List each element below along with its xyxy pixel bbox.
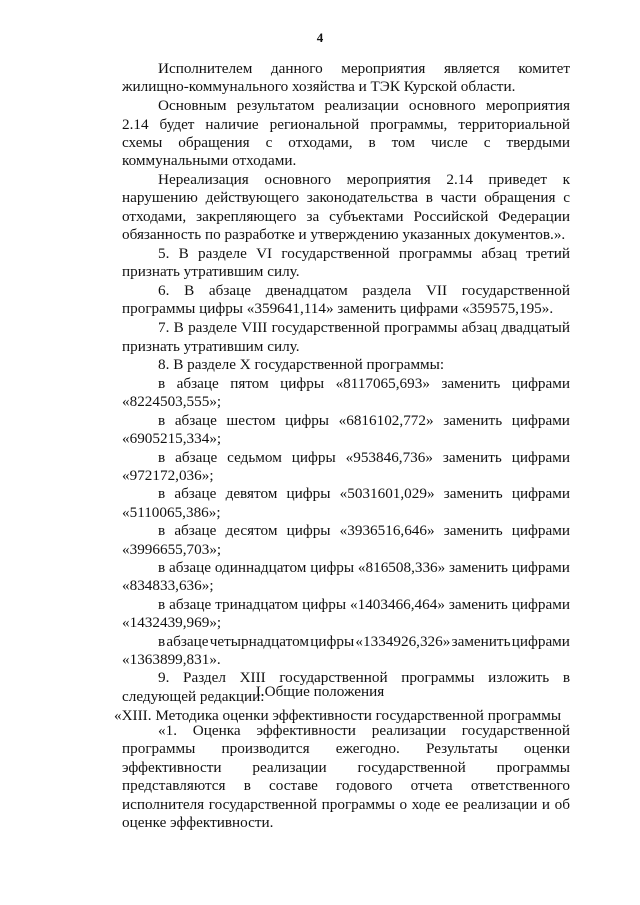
section-title: I.Общие положения [255, 683, 385, 700]
amendment-word: цифры [285, 411, 329, 429]
amendment-word: цифры [280, 374, 325, 392]
amendment-item [122, 633, 570, 670]
amendment-word: в [158, 595, 166, 613]
amendment-word: цифры [291, 448, 336, 466]
amendment-first-line [158, 412, 570, 430]
amendment-word: седьмом [227, 448, 282, 466]
amendment-word: абзаце [175, 448, 218, 466]
paragraph-item-7: 7. В разделе VIII государственной программы абзац двадцатый признать утратившим силу. [122, 319, 570, 355]
amendment-word: «6816102,772» [338, 411, 434, 429]
paragraph-result: Основным результатом реализации основного мероприятия 2.14 будет наличие региональной программы, территориальной схемы обращения с отходами, в том числе с твердыми коммунальными отходами. [122, 97, 570, 170]
amendment-first-line [158, 449, 570, 467]
amendment-word: заменить [443, 485, 503, 503]
amendment-word: цифрами [511, 448, 570, 466]
amendment-new-value: «3996655,703»; [122, 540, 222, 558]
amendment-new-value: «1363899,831». [122, 651, 221, 669]
amendment-word: заменить [441, 374, 501, 392]
paragraph-item-8: 8. В разделе X государственной программы: [158, 356, 445, 374]
amendment-word: цифрами [511, 559, 570, 577]
paragraph-executor: Исполнителем данного мероприятия является комитет жилищно-коммунального хозяйства и ТЭК Курской области. [122, 60, 570, 96]
amendment-word: цифрами [511, 522, 570, 540]
document-body [114, 60, 570, 725]
amendment-word: «8117065,693» [335, 374, 430, 392]
amendment-word: в [158, 559, 166, 577]
amendment-list [122, 375, 570, 670]
amendment-item [122, 559, 570, 596]
amendment-first-line [158, 485, 570, 503]
amendment-word: шестом [226, 411, 276, 429]
amendment-item [122, 596, 570, 633]
paragraph-item-5: 5. В разделе VI государственной программы абзац третий признать утратившим силу. [122, 244, 570, 281]
amendment-word: в [158, 448, 166, 466]
amendment-new-value: «8224503,555»; [122, 393, 222, 411]
amendment-word: девятом [225, 485, 278, 503]
paragraph-item-9: 9. Раздел XIII государственной программы изложить в следующей редакции: [122, 669, 570, 705]
amendment-word: «953846,736» [345, 448, 433, 466]
amendment-word: в [158, 374, 166, 392]
amendment-new-value: «5110065,386»; [122, 503, 221, 521]
amendment-word: пятом [230, 374, 269, 392]
document-body-continued [122, 722, 570, 832]
amendment-word: абзаце [168, 559, 212, 577]
amendment-item [122, 485, 570, 522]
amendment-first-line [158, 559, 570, 577]
amendment-word: в [158, 485, 166, 503]
amendment-word: цифры [286, 485, 331, 503]
amendment-word: цифрами [511, 632, 570, 650]
amendment-word: цифры [310, 632, 355, 650]
amendment-word: абзаце [169, 595, 212, 613]
amendment-word: абзаце [176, 374, 219, 392]
amendment-word: в [158, 632, 166, 650]
amendment-word: абзаце [174, 522, 217, 540]
amendment-word: «816508,336» [357, 559, 446, 577]
amendment-word: заменить [451, 632, 511, 650]
amendment-word: «1334926,326» [355, 632, 451, 650]
paragraph-non-implementation: Нереализация основного мероприятия 2.14 приведет к нарушению действующего законодательства в части обращения с отходами, закрепляющего за субъектами Российской Федерации обязанность по разработке и утверждению указанных документов.». [122, 171, 570, 244]
amendment-word: десятом [225, 522, 278, 540]
amendment-first-line [158, 375, 570, 393]
amendment-word: тринадцатом [215, 595, 299, 613]
paragraph-item-6: 6. В абзаце двенадцатом раздела VII государственной программы цифры «359641,114» заменить цифрами «359575,195». [122, 282, 570, 318]
amendment-word: «3936516,646» [339, 522, 435, 540]
amendment-word: абзаце [174, 485, 217, 503]
amendment-word: заменить [443, 411, 503, 429]
section-heading-xiii: «XIII. Методика оценки эффективности государственной программы [114, 706, 562, 724]
amendment-new-value: «1432439,969»; [122, 614, 222, 632]
amendment-word: цифрами [511, 374, 570, 392]
amendment-new-value: «972172,036»; [122, 467, 214, 485]
page-number: 4 [316, 30, 324, 45]
paragraph-assessment: «1. Оценка эффективности реализации государственной программы производится ежегодно. Результаты оценки эффективности реализации государственной программы представляются в составе годового отчета ответственного исполнителя государственной программы о ходе ее реализации и об оценке эффективности. [122, 722, 570, 832]
amendment-word: в [158, 411, 166, 429]
amendment-word: цифры [302, 595, 347, 613]
amendment-first-line [158, 596, 570, 614]
amendment-item [122, 375, 570, 412]
amendment-word: заменить [442, 448, 502, 466]
amendment-word: цифрами [511, 411, 570, 429]
amendment-word: абзаце [174, 411, 217, 429]
amendment-first-line [158, 522, 570, 540]
amendment-word: одиннадцатом [214, 559, 307, 577]
amendment-new-value: «834833,636»; [122, 577, 214, 595]
amendment-word: заменить [448, 595, 508, 613]
amendment-item [122, 449, 570, 486]
amendment-word: «5031601,029» [339, 485, 435, 503]
amendment-word: «1403466,464» [350, 595, 445, 613]
amendment-word: заменить [449, 559, 508, 577]
amendment-word: цифры [310, 559, 355, 577]
amendment-word: цифры [286, 522, 331, 540]
amendment-new-value: «6905215,334»; [122, 430, 222, 448]
amendment-word: четырнадцатом [209, 632, 309, 650]
amendment-word: заменить [443, 522, 503, 540]
amendment-word: цифрами [511, 595, 570, 613]
amendment-first-line [158, 633, 570, 651]
amendment-item [122, 412, 570, 449]
amendment-item [122, 522, 570, 559]
amendment-word: в [158, 522, 166, 540]
amendment-word: цифрами [511, 485, 570, 503]
amendment-word: абзаце [166, 632, 209, 650]
